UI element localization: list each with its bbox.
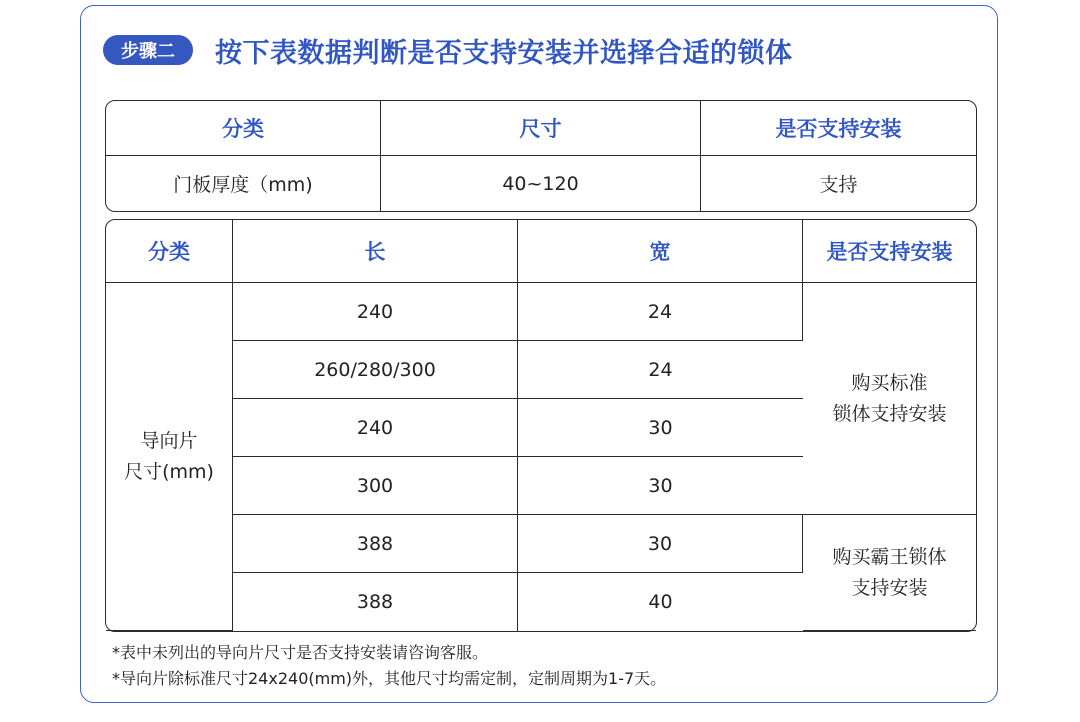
cell-size: 40~120: [381, 156, 701, 211]
support-line-1: 购买标准: [851, 371, 928, 394]
table-row: [106, 515, 976, 573]
support-line-1: 购买霸王锁体: [832, 545, 947, 568]
cell-width: 30: [518, 399, 803, 457]
header-support: 是否支持安装: [701, 101, 976, 156]
cell-category: 门板厚度（mm): [106, 156, 381, 211]
cell-guide-category: [106, 283, 233, 631]
header-category: 分类: [106, 101, 381, 156]
table-header-row: [106, 101, 976, 156]
cell-length: 388: [233, 573, 518, 631]
guide-plate-table: [105, 219, 977, 632]
door-thickness-table: [105, 100, 977, 212]
category-line-2: 尺寸(mm): [124, 460, 214, 483]
header-size: 尺寸: [381, 101, 701, 156]
section-header: [103, 30, 793, 70]
header-support: 是否支持安装: [803, 220, 976, 283]
footnote-2: *导向片除标准尺寸24x240(mm)外，其他尺寸均需定制，定制周期为1-7天。: [112, 669, 667, 688]
category-line-1: 导向片: [140, 429, 198, 452]
header-length: 长: [233, 220, 518, 283]
table-row: [106, 156, 976, 211]
cell-length: 240: [233, 283, 518, 341]
support-line-2: 支持安装: [851, 576, 928, 599]
header-width: 宽: [518, 220, 803, 283]
cell-width: 40: [648, 591, 673, 613]
cell-support-standard: [803, 283, 976, 515]
step-badge: 步骤二: [103, 35, 193, 65]
cell-width: 30: [518, 457, 803, 515]
table-header-row: [106, 220, 976, 283]
cell-length: 240: [233, 399, 518, 457]
page-title: 按下表数据判断是否支持安装并选择合适的锁体: [215, 37, 793, 69]
cell-length: 300: [233, 457, 518, 515]
table-row: [106, 283, 976, 341]
support-line-2: 锁体支持安装: [832, 402, 947, 425]
cell-width: 30: [518, 515, 803, 573]
cell-width: 24: [518, 283, 803, 341]
cell-length: 388: [233, 515, 518, 573]
header-category: 分类: [106, 220, 233, 283]
footnote-1: *表中未列出的导向片尺寸是否支持安装请咨询客服。: [112, 643, 489, 662]
cell-support-bawang: [803, 515, 976, 631]
footnotes: [112, 640, 666, 692]
cell-length: 260/280/300: [233, 341, 518, 399]
cell-width: 24: [518, 341, 803, 399]
cell-support: 支持: [819, 174, 858, 196]
